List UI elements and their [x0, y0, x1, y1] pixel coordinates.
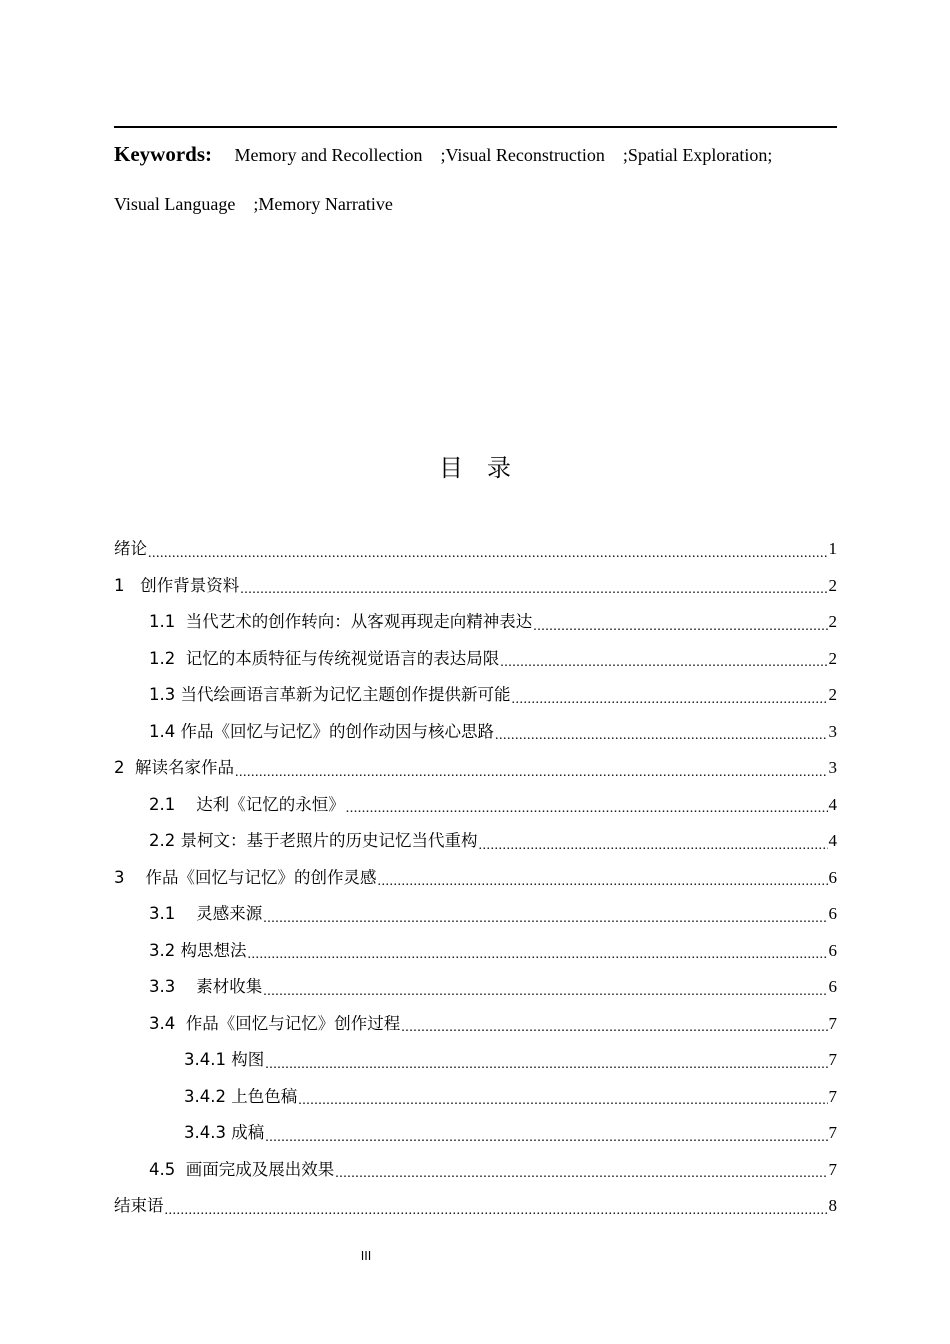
dot-leader [148, 547, 828, 568]
dot-leader [263, 912, 827, 933]
dot-leader [401, 1021, 827, 1042]
toc-entry-text: 3.4.3 成稿 [184, 1123, 265, 1143]
dot-leader [533, 620, 827, 641]
toc-entry[interactable] [114, 750, 837, 787]
toc-entry[interactable] [114, 969, 837, 1006]
toc-entry-page: 6 [828, 940, 837, 960]
keyword-term: ;Spatial Exploration; [622, 145, 773, 165]
toc-entry-page: 6 [828, 904, 837, 924]
toc-entry-text: 3.2 构思想法 [149, 940, 247, 960]
toc-entry-text: 4.5 画面完成及展出效果 [149, 1159, 335, 1179]
toc-title: 目录 [439, 454, 535, 482]
keywords-label: Keywords: [114, 142, 212, 166]
toc-entry-text: 绪论 [114, 539, 147, 559]
keywords-line-1 [114, 142, 772, 167]
toc-entry[interactable] [114, 641, 837, 678]
toc-entry-page: 7 [828, 1050, 837, 1070]
toc-entry-page: 6 [828, 977, 837, 997]
toc-entry-page: 2 [828, 685, 837, 705]
toc-entry-text: 1 创作背景资料 [114, 575, 240, 595]
toc-entry-text: 2 解读名家作品 [114, 758, 234, 778]
toc-entry[interactable] [114, 1188, 837, 1225]
toc-entry-page: 1 [828, 539, 837, 559]
toc-entry[interactable] [114, 531, 837, 568]
toc-entry-page: 2 [828, 575, 837, 595]
toc-entry-page: 3 [828, 758, 837, 778]
toc-entry-page: 2 [828, 612, 837, 632]
dot-leader [265, 1058, 827, 1079]
page-number: III [360, 1249, 372, 1263]
toc-entry-page: 4 [828, 831, 837, 851]
toc-entry-text: 3.1 灵感来源 [149, 904, 263, 924]
toc-entry[interactable] [114, 896, 837, 933]
toc-entry-text: 3.4 作品《回忆与记忆》创作过程 [149, 1013, 401, 1033]
dot-leader [346, 802, 828, 823]
toc-entry-page: 7 [828, 1123, 837, 1143]
toc-entry[interactable] [114, 860, 837, 897]
toc-entry[interactable] [114, 1115, 837, 1152]
toc-entry-page: 8 [828, 1196, 837, 1216]
toc-entry[interactable] [114, 714, 837, 751]
toc-entry-text: 1.3 当代绘画语言革新为记忆主题创作提供新可能 [149, 685, 511, 705]
toc-entry-page: 6 [828, 867, 837, 887]
toc-entry-page: 2 [828, 648, 837, 668]
toc-entry-text: 3.4.1 构图 [184, 1050, 265, 1070]
toc-entry[interactable] [114, 787, 837, 824]
toc-entry-text: 3 作品《回忆与记忆》的创作灵感 [114, 867, 377, 887]
toc-entry[interactable] [114, 933, 837, 970]
toc-entry-text: 1.1 当代艺术的创作转向：从客观再现走向精神表达 [149, 612, 533, 632]
dot-leader [495, 729, 828, 750]
toc-entry[interactable] [114, 1079, 837, 1116]
dot-leader [235, 766, 828, 787]
toc-entry-page: 7 [828, 1086, 837, 1106]
dot-leader [240, 583, 827, 604]
toc-entry[interactable] [114, 1152, 837, 1189]
toc-entry-text: 2.2 景柯文：基于老照片的历史记忆当代重构 [149, 831, 478, 851]
toc-entry-text: 2.1 达利《记忆的永恒》 [149, 794, 345, 814]
toc-entry-text: 3.4.2 上色色稿 [184, 1086, 298, 1106]
dot-leader [479, 839, 828, 860]
toc-entry[interactable] [114, 823, 837, 860]
toc-entry-text: 1.2 记忆的本质特征与传统视觉语言的表达局限 [149, 648, 500, 668]
toc-entry-text: 3.3 素材收集 [149, 977, 263, 997]
dot-leader [263, 985, 827, 1006]
keyword-term: ;Memory Narrative [253, 194, 393, 214]
toc-entry[interactable] [114, 1006, 837, 1043]
dot-leader [265, 1131, 827, 1152]
dot-leader [512, 693, 828, 714]
keyword-term: Visual Language [114, 194, 236, 214]
toc-entry-page: 7 [828, 1013, 837, 1033]
keyword-term: Memory and Recollection [234, 145, 423, 165]
top-divider-rule [114, 126, 837, 128]
dot-leader [248, 948, 828, 969]
toc-entry[interactable] [114, 604, 837, 641]
keyword-term: ;Visual Reconstruction [440, 145, 605, 165]
toc-entry[interactable] [114, 677, 837, 714]
toc-entry-page: 3 [828, 721, 837, 741]
dot-leader [298, 1094, 827, 1115]
dot-leader [165, 1204, 828, 1225]
toc-entry[interactable] [114, 1042, 837, 1079]
toc-entry-page: 4 [828, 794, 837, 814]
toc-entry-page: 7 [828, 1159, 837, 1179]
toc-entry-text: 1.4 作品《回忆与记忆》的创作动因与核心思路 [149, 721, 494, 741]
keywords-line-2 [114, 192, 393, 216]
toc-entry-text: 结束语 [114, 1196, 164, 1216]
table-of-contents [114, 531, 837, 1225]
dot-leader [377, 875, 827, 896]
dot-leader [500, 656, 827, 677]
toc-entry[interactable] [114, 568, 837, 605]
dot-leader [335, 1167, 827, 1188]
